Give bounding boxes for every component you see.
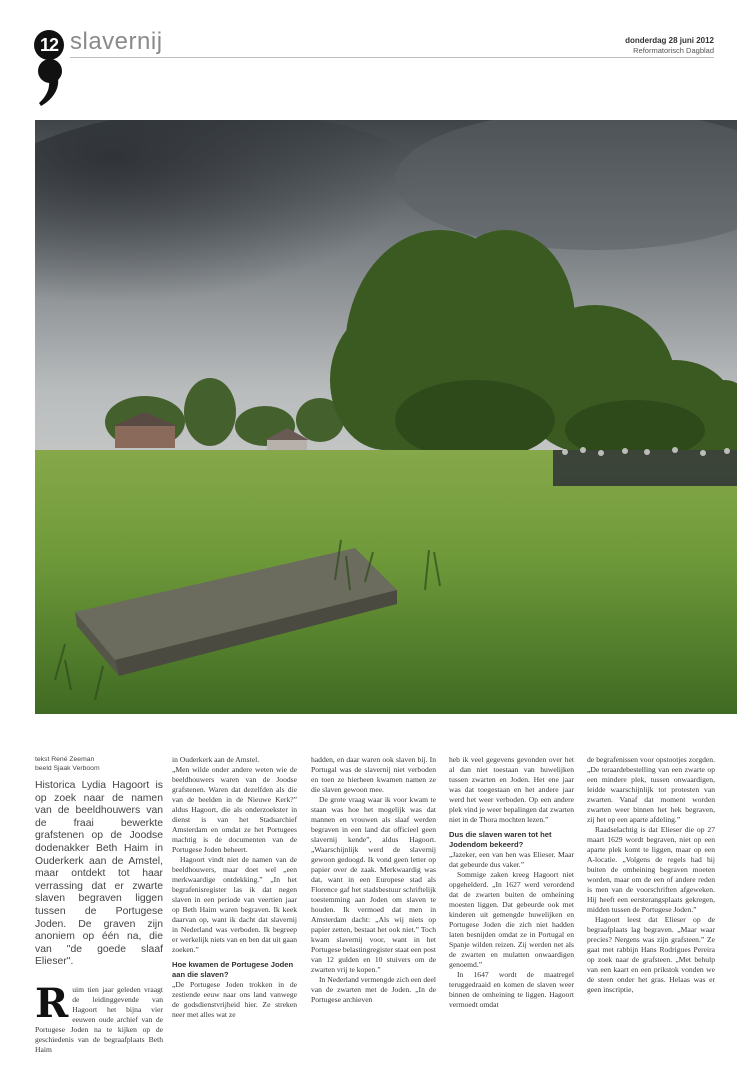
- paragraph: De grote vraag waar ik voor kwam te staan was hoe het mogelijk was dat mannen en vrouwen als slaaf werden begraven in een land dat officieel geen slavernij kende”, aldus Hagoort. „Waarschijnlijk werd de slavernij gewoon gedoogd. Ik vond geen letter op papier over de zaak. Merkwaardig was dat, want in een Europese stad als Florence gaf het stadsbestuur schriftelijk toestemming aan Joden om slaven te houden. Ik vermoed dat men in Amsterdam dacht: „Als wij niets op papier zetten, bestaat het ook niet.” Toch kwam slavernij voor, want in het Portugese belastingregister staat een post van 12 gulden en 10 stuivers om de zwarten vrij te kopen.”: [311, 795, 436, 974]
- paragraph: „Jazeker, een van hen was Elieser. Maar dat gebeurde dus vaker.”: [449, 850, 574, 869]
- paragraph: heb ik veel gegevens gevonden over het al dan niet toestaan van huwelijken tussen zwarten en Joden. Het ene jaar was dat toegestaan en het andere jaar werd het weer verboden. Op een andere plek vind je weer bepalingen dat zwarten niet in de Thora mochten lezen.”: [449, 755, 574, 824]
- subheading: Hoe kwamen de Portugese Joden aan die slaven?: [172, 960, 294, 979]
- paragraph: in Ouderkerk aan de Amstel.: [172, 755, 260, 764]
- paragraph: Sommige zaken kreeg Hagoort niet opgehelderd. „In 1627 werd verordend dat de zwarten buiten de omheining moesten liggen. Dat gebeurde ook met kinderen uit gemengde huwelijken en Portugese Joden die zich niet hadden laten besnijden omdat ze in Portugal en Spanje wilden reizen. Zij werden net als de zwarten en mulatten onwaardigen genoemd.”: [449, 870, 574, 969]
- intro-paragraph: Historica Lydia Hagoort is op zoek naar de namen van de beeldhouwers van de fraai bewerkte grafstenen op de Joodse dodenakker Beth Haim in Ouderkerk aan de Amstel, maar ontdekt tot haar verrassing dat er zwarte slaven begraven liggen tussen de Portugese Joden. De graven zijn anoniem op één na, die van "de goede slaaf Elieser".: [35, 780, 163, 968]
- paragraph: „De Portugese Joden trokken in de zestiende eeuw naar ons land vanwege de godsdienstvrijheid hier. Ze streken neer met alles wat ze: [172, 980, 297, 1019]
- paragraph: de begrafenissen voor opstootjes zorgden. „De teraardebestelling van een zwarte op een mindere plek, tussen onwaardigen, leidde waarschijnlijk tot protesten van zwarten. Vanaf dat moment worden zwarten weer binnen het hek begraven, zij het op een aparte afdeling.”: [587, 755, 715, 824]
- header-divider: [70, 57, 714, 58]
- paragraph: „Men wilde onder andere weten wie de beeldhouwers waren van de Joodse grafstenen. Waren dat dezelfden als die van de beelden in de Nieuwe Kerk?” aldus Hagoort, die als onderzoekster in dienst is van het Stadsarchief Amsterdam en omdat ze het Portugees machtig is de documenten van de Portugese Joden beheert.: [172, 765, 297, 854]
- article-column-2: [172, 755, 297, 1020]
- cemetery-scene-illustration: [35, 120, 737, 714]
- article-column-5: [587, 755, 715, 995]
- article-column-1: [35, 755, 163, 1055]
- first-paragraph: [35, 979, 163, 1055]
- article-column-4: [449, 755, 574, 1010]
- byline-text: tekst René Zeeman: [35, 756, 95, 763]
- newspaper-name: Reformatorisch Dagblad: [633, 46, 714, 55]
- article-column-3: [311, 755, 436, 1005]
- paragraph: Raadselachtig is dat Elieser die op 27 maart 1629 wordt begraven, niet op een aparte plek komt te liggen, maar op een A-locatie. „Volgens de regels had hij buiten de omheining begraven moeten worden, maar om de een of andere reden is men van de voorschriften afgeweken. Hij heeft een eersterangsplaats gekregen, midden tussen de Portugese Joden.”: [587, 825, 715, 914]
- drop-cap: R: [35, 979, 69, 1027]
- byline: [35, 755, 163, 773]
- byline-photo: beeld Sjaak Verboom: [35, 765, 100, 772]
- paragraph: Hagoort leest dat Elieser op de begraafplaats lag begraven. „Maar waar precies? Nergens was zijn grafsteen.” Ze gaat met rabbijn Hans Rodrigues Pereira op zoek naar de grafsteen. „Met behulp van een kaart en een prikstok vonden we de steen onder het gras. Helaas was er geen inscriptie,: [587, 915, 715, 994]
- paragraph: Hagoort vindt niet de namen van de beeldhouwers, maar doet wel „een merkwaardige ontdekking.” „In het begrafenisregister las ik dat negen slaven in een periode van veertien jaar op Beth Haim waren begraven. Ik keek daarvan op, want ik dacht dat slavernij in Nederland was verboden. Ik begreep er werkelijk niets van en ben dat uit gaan zoeken.”: [172, 855, 297, 954]
- comma-logo-icon: [33, 58, 67, 108]
- section-title: slavernij: [70, 28, 163, 55]
- subheading: Dus die slaven waren tot het Jodendom bekeerd?: [449, 830, 552, 849]
- paragraph: hadden, en daar waren ook slaven bij. In Portugal was de slavernij niet verboden en toen ze hierheen kwamen namen ze die slaven gewoon mee.: [311, 755, 436, 794]
- header-meta: [625, 36, 714, 56]
- first-paragraph-text: uim tien jaar geleden vraagt de leidinggevende van Hagoort het bijna vier eeuwen oude archief van de Portugese Joden na te kijken op de geschiedenis van de begraafplaats Beth Haim: [35, 984, 163, 1054]
- paragraph: In 1647 wordt de maatregel teruggedraaid en komen de slaven weer binnen de omheining te liggen. Hagoort vermoedt omdat: [449, 970, 574, 1009]
- page-number-badge: 12: [34, 30, 64, 60]
- issue-date: donderdag 28 juni 2012: [625, 36, 714, 45]
- paragraph: In Nederland vermengde zich een deel van de zwarten met de Joden. „In de Portugese archieven: [311, 975, 437, 1004]
- cemetery-photo: [35, 120, 737, 714]
